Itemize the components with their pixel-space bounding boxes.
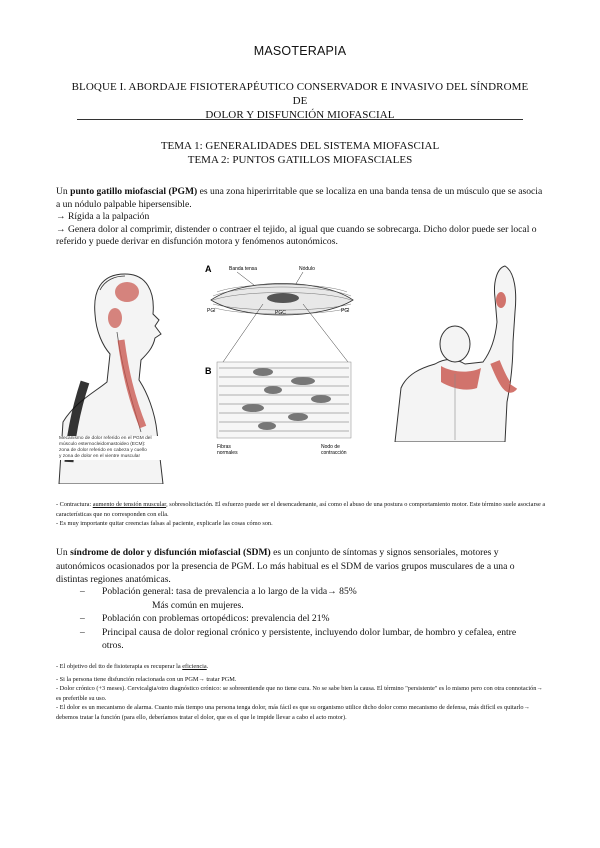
- heading-divider: [77, 119, 523, 120]
- contractura-rest: , sobresolicitación. El esfuerzo puede ser el desencadenante, así como el abuso de una postura o comportamiento motor. Este término suele asociarse a características que no corresponden con ella.: [56, 501, 546, 518]
- creencias-note: - Es muy importante quitar creencias falsas al paciente, explicarle las cosas cómo son.: [56, 520, 273, 527]
- contractura-prefix: - Contractura:: [56, 501, 93, 508]
- caption-line: Mecanismo de dolor referido en el PGM del: [59, 436, 152, 441]
- nodulo-label: Nódulo: [299, 266, 315, 272]
- pgm-definition: [56, 186, 546, 249]
- bloque-heading: [70, 80, 530, 122]
- shoulder-illustration: [385, 262, 550, 442]
- caption-line: zona de dolor referido en cabeza y cuello: [59, 448, 147, 453]
- banda-tensa-label: Banda tensa: [229, 266, 258, 272]
- bloque-line-2: DOLOR Y DISFUNCIÓN MIOFASCIAL: [205, 109, 395, 121]
- pgm-definition-text: es una zona hiperirritable que se localiza en una banda tensa de un músculo que se asocia a un nódulo palpable hipersensible.: [56, 186, 543, 210]
- sdm-prefix: Un: [56, 547, 71, 558]
- fibras-label-1: Fibras: [217, 444, 231, 450]
- list-item: [80, 626, 540, 653]
- pgm-point-1: → Rígida a la palpación: [56, 211, 150, 222]
- pgm-prefix: Un: [56, 186, 71, 197]
- list-dash: –: [80, 586, 85, 597]
- objetivo-prefix: - El objetivo del tto de fisioterapia es recuperar la: [56, 663, 183, 670]
- neck-caption: [59, 436, 179, 460]
- list-item-text: [102, 585, 357, 612]
- tema-2-heading: TEMA 2: PUNTOS GATILLOS MIOFASCIALES: [187, 154, 413, 166]
- pgl-right-label: PGl: [341, 308, 350, 314]
- list-item-text: Principal causa de dolor regional crónico y persistente, incluyendo dolor lumbar, de hombro y cefalea, entre otros.: [102, 626, 517, 651]
- list-item-text: Población con problemas ortopédicos: prevalencia del 21%: [102, 613, 330, 624]
- pgm-figure: [55, 262, 555, 484]
- pgl-left-label: PGl: [207, 308, 216, 314]
- list-item-sub: Más común en mujeres.: [152, 599, 244, 611]
- list-dash: –: [80, 626, 85, 638]
- ear-pain-zone: [108, 308, 122, 328]
- contractura-note: [56, 500, 546, 519]
- bloque-line-1: BLOQUE I. ABORDAJE FISIOTERAPÉUTICO CONSERVADOR E INVASIVO DEL SÍNDROME DE: [71, 81, 529, 107]
- sdm-list: [80, 585, 540, 653]
- list-item: [80, 612, 540, 626]
- hand-pain-zone: [496, 292, 506, 308]
- nodo-label-2: contracción: [321, 450, 347, 456]
- sdm-definition: [56, 546, 546, 587]
- pgm-point-2: → Genera dolor al comprimir, distender o contraer el tejido, al igual que cuando se sobrecarga. Dicho dolor puede ser local o referido y puede derivar en disfunción motora y fenómenos autonómicos.: [56, 223, 537, 247]
- caption-line: músculo esternocleidomastoideo (ECM):: [59, 442, 146, 447]
- tema-1-heading: TEMA 1: GENERALIDADES DEL SISTEMA MIOFASCIAL: [160, 140, 440, 152]
- zoom-box: [217, 362, 351, 438]
- list-dash: –: [80, 613, 85, 624]
- disfuncion-note: - Si la persona tiene disfunción relacionada con un PGM→ tratar PGM.: [56, 675, 237, 683]
- label-b: B: [205, 366, 212, 376]
- objetivo-underlined: eficiencia: [182, 663, 207, 670]
- trigger-point-node: [267, 293, 299, 303]
- objetivo-suffix: .: [206, 663, 209, 670]
- page-title: MASOTERAPIA: [253, 44, 347, 58]
- muscle-fiber-diagram: [203, 262, 363, 462]
- head-back-view: [440, 326, 470, 362]
- pgm-term: punto gatillo miofascial (PGM): [70, 186, 198, 197]
- list-item: [80, 585, 540, 612]
- alarma-note: - El dolor es un mecanismo de alarma. Cuanto más tiempo una persona tenga dolor, más fácil es que su organismo utilice dicho dolor como mecanismo de defensa, más difícil es quitarlo→ debemos tratar la función (para ello, deberíamos tratar el dolor, que es el que le impide llevar a cabo el acto motor).: [56, 704, 530, 721]
- head-pain-zone: [115, 282, 139, 302]
- notes-block-1: [56, 500, 546, 529]
- label-a: A: [205, 264, 212, 274]
- contractura-underlined: aumento de tensión muscular: [92, 501, 167, 508]
- dolor-cronico-note: - Dolor crónico (+3 meses). Cervicalgia/otro diagnóstico crónico: se sobreentiende que no tiene cura. No se sabe bien la causa. El término "persistente" es lo mismo pero con otra connotación→ es preferible su uso.: [56, 685, 543, 702]
- sdm-definition-text: es un conjunto de síntomas y signos sensoriales, motores y autonómicos ocasionados por la presencia de PGM. Lo más habitual es el SDM de varios grupos musculares de a una o distintas regiones anatómicas.: [56, 547, 515, 585]
- sdm-term: síndrome de dolor y disfunción miofascial (SDM): [70, 547, 271, 558]
- notes-block-2: [56, 662, 546, 722]
- nodo-label-1: Nodo de: [321, 444, 340, 450]
- pgc-label: PGC: [275, 310, 286, 316]
- list-item-main: Población general: tasa de prevalencia a lo largo de la vida→ 85%: [102, 586, 357, 597]
- caption-line: y zona de dolor en el vientre muscular: [59, 454, 141, 459]
- fibras-label-2: normales: [217, 450, 238, 456]
- objetivo-note: [56, 662, 546, 672]
